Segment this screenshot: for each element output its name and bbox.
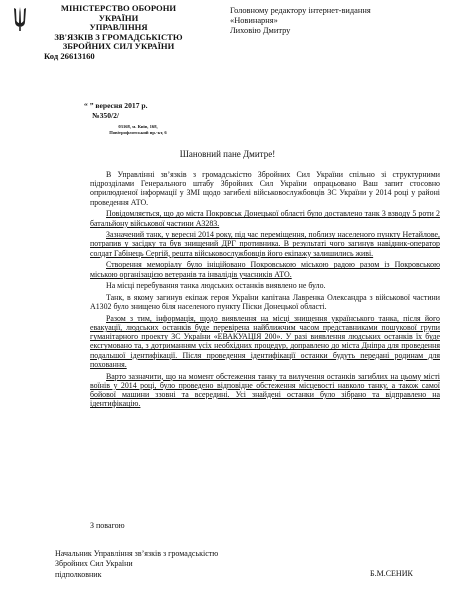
ministry-line: МІНІСТЕРСТВО ОБОРОНИ bbox=[60, 3, 177, 13]
body-paragraph: Створення меморіалу було ініційовано Покровською міською радою разом із Покровською міською організацією ветеранів та інвалідів учасників АТО. bbox=[90, 260, 440, 279]
closing: З повагою bbox=[90, 521, 125, 530]
ministry-line: ЗВ'ЯЗКІВ З ГРОМАДСЬКІСТЮ bbox=[54, 31, 183, 42]
addressee-line: Головному редактору інтернет-видання bbox=[230, 6, 371, 15]
signature-title-line: Начальник Управління зв’язків з громадськістю bbox=[55, 549, 219, 558]
greeting: Шановний пане Дмитре! bbox=[179, 149, 276, 159]
body-paragraph: На місці перебування танка людських останків виявлено не було. bbox=[106, 281, 326, 291]
body-paragraph: Варто зазначити, що на момент обстеження танку та вилучення останків загиблих на цьому місті воїнів у 2014 році, було проведено відповідне обстеження місцевості навколо танку, а також самої бойової машини ззовні та всередині. Усі знайдені останки було зібрано та відправлено на ідентифікацію. bbox=[90, 371, 440, 409]
body-paragraph: В Управлінні зв’язків з громадськістю Збройних Сил України спільно зі структурними підрозділами Генерального штабу Збройних Сил України опрацьовано Ваш запит стосовно оприлюдненої інформації у ЗМІ щодо загибелі військовослужбовців ЗС України у 2014 році у районі проведення АТО. bbox=[90, 170, 440, 207]
organization-code: Код 26613160 bbox=[44, 50, 95, 61]
body-paragraph: Зазначений танк, у вересні 2014 року, під час переміщення, поблизу населеного пункту Нетайлове, потрапив у засідку та був знищений ДРГ противника. В результаті чого загинув навідник-оператор солдат Габінець Сергій, решта військовослужбовців його екіпажу залишились живі. bbox=[90, 230, 440, 258]
ministry-line: УКРАЇНИ bbox=[98, 12, 139, 23]
signer-name: Б.М.СЕНИК bbox=[370, 569, 413, 578]
ministry-line: ЗБРОЙНИХ СИЛ УКРАЇНИ bbox=[62, 41, 175, 52]
ministry-header bbox=[36, 4, 201, 62]
ministry-line: УПРАВЛІННЯ bbox=[89, 22, 148, 33]
addressee-line: Лиховію Дмитру bbox=[230, 26, 291, 36]
letter-date: “ ” вересня 2017 р. bbox=[84, 101, 148, 110]
signature-title bbox=[55, 549, 218, 580]
organization-address bbox=[72, 124, 204, 136]
addressee-line: «Новинарня» bbox=[230, 16, 278, 26]
letter-body bbox=[90, 170, 440, 411]
letter-number: №350/2/ bbox=[92, 111, 120, 120]
signature-title-line: підполковник bbox=[55, 569, 102, 579]
address-line: Повітрофлотський пр.-кт, 6 bbox=[109, 130, 167, 135]
addressee-block bbox=[230, 6, 450, 37]
signature-title-line: Збройних Сил України bbox=[55, 559, 133, 569]
body-paragraph: Повідомляється, що до міста Покровськ Донецької області було доставлено танк 3 взводу 5 роти 2 батальйону військової частини А3283. bbox=[90, 209, 440, 228]
body-paragraph: Танк, в якому загинув екіпаж героя України капітана Лавренка Олександра з військової частини А1302 було знищено біля населеного пункту Піски Донецької області. bbox=[90, 292, 440, 312]
trident-coat-of-arms-icon bbox=[12, 6, 28, 32]
address-line: 03168, м. Київ, 168, bbox=[118, 124, 158, 129]
body-paragraph: Разом з тим, інформація, щодо виявлення на місці знищення українського танка, після його евакуації, людських останків буде перевірена найближчим часом представниками пошукової групи гуманітарного проекту ЗС України «ЕВАКУАЦІЯ 200». У разі виявлення людських останків їх буде ексгумовано та, з дотриманням усіх необхідних процедур, доправлено до міста Дніпра для проведення подальшої ідентифікації. Після проведення ідентифікації останки будуть передані родинам для поховання. bbox=[90, 313, 440, 369]
